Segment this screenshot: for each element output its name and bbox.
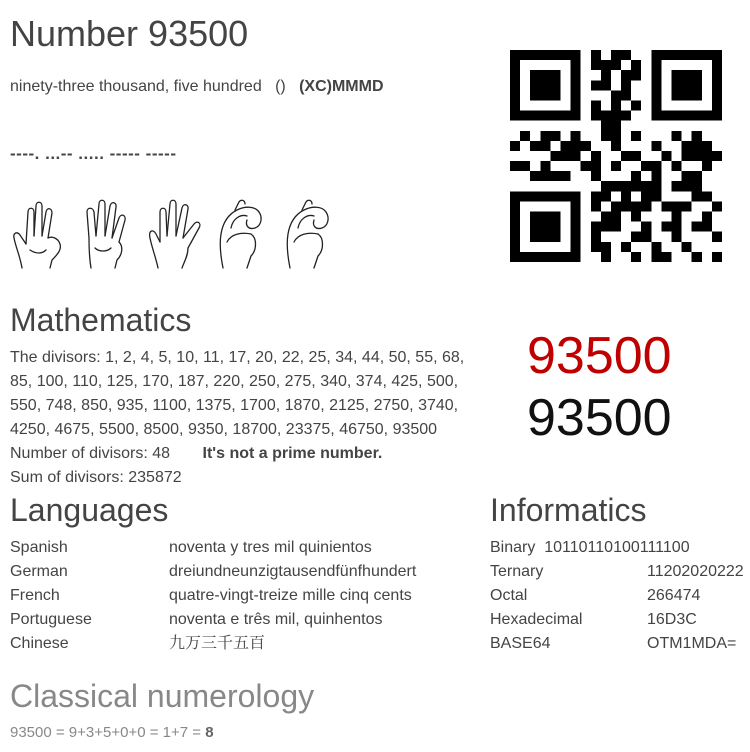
divisors-line: 4250, 4675, 5500, 8500, 9350, 18700, 23375, 46750, 93500 <box>10 421 438 438</box>
informatics-value: 266474 <box>647 587 701 604</box>
hand-sign-icon <box>211 198 273 270</box>
number-display-red: 93500 <box>527 327 672 385</box>
informatics-label: BASE64 <box>490 635 551 652</box>
words-text: ninety-three thousand, five hundred <box>10 78 262 95</box>
morse-code: ----. ...-- ..... ----- ----- <box>10 144 177 163</box>
prime-status: It's not a prime number. <box>202 445 383 462</box>
informatics-label: Ternary <box>490 563 544 580</box>
informatics-label: Octal <box>490 587 528 604</box>
number-display-black: 93500 <box>527 389 672 447</box>
binary-label: Binary <box>490 539 536 556</box>
binary-value: 10110110100111100 <box>544 539 690 556</box>
mathematics-heading: Mathematics <box>10 302 192 338</box>
informatics-heading: Informatics <box>490 492 647 528</box>
language-text: noventa y tres mil quinientos <box>169 539 372 556</box>
language-name: German <box>10 563 68 580</box>
language-name: Spanish <box>10 539 68 556</box>
language-name: French <box>10 587 60 604</box>
divisors-line: 85, 100, 110, 125, 170, 187, 220, 250, 275, 340, 374, 425, 500, <box>10 373 459 390</box>
language-name: Chinese <box>10 635 69 652</box>
language-name: Portuguese <box>10 611 92 628</box>
number-in-words <box>10 78 384 96</box>
numerology-result: 8 <box>205 724 214 741</box>
binary-row <box>490 536 690 560</box>
hand-sign-icon <box>77 198 139 270</box>
language-text: dreiundneunzigtausendfünfhundert <box>169 563 417 580</box>
number-of-divisors: Number of divisors: 48 <box>10 445 171 462</box>
languages-heading: Languages <box>10 492 169 528</box>
languages-table <box>10 536 480 656</box>
informatics-value: 16D3C <box>647 611 697 628</box>
hand-sign-icon <box>10 198 72 270</box>
informatics-table <box>490 536 748 656</box>
divisors-line: 550, 748, 850, 935, 1100, 1375, 1700, 1870, 2125, 2750, 3740, <box>10 397 459 414</box>
hand-sign-icon <box>144 198 206 270</box>
informatics-value: 11202020222 <box>647 563 744 580</box>
roman-numeral: (XC)MMMD <box>299 78 384 95</box>
language-text: quatre-vingt-treize mille cinq cents <box>169 587 412 604</box>
page-title: Number 93500 <box>10 13 249 54</box>
language-text: 九万三千五百 <box>169 635 266 652</box>
hand-sign-icon <box>278 198 340 270</box>
language-text: noventa e três mil, quinhentos <box>169 611 383 628</box>
divisor-count-row <box>10 442 480 466</box>
informatics-label: Hexadecimal <box>490 611 583 628</box>
numerology-heading: Classical numerology <box>10 678 315 714</box>
sum-of-divisors: Sum of divisors: 235872 <box>10 469 182 486</box>
words-paren: () <box>275 78 286 95</box>
qr-code-icon <box>510 50 722 262</box>
informatics-value: OTM1MDA= <box>647 635 737 652</box>
divisors-block <box>10 346 480 490</box>
divisors-line: The divisors: 1, 2, 4, 5, 10, 11, 17, 20, 22, 25, 34, 44, 50, 55, 68, <box>10 349 465 366</box>
numerology-expression: 93500 = 9+3+5+0+0 = 1+7 = <box>10 724 206 741</box>
numerology-formula <box>10 724 214 741</box>
sign-language-hands <box>10 198 340 270</box>
